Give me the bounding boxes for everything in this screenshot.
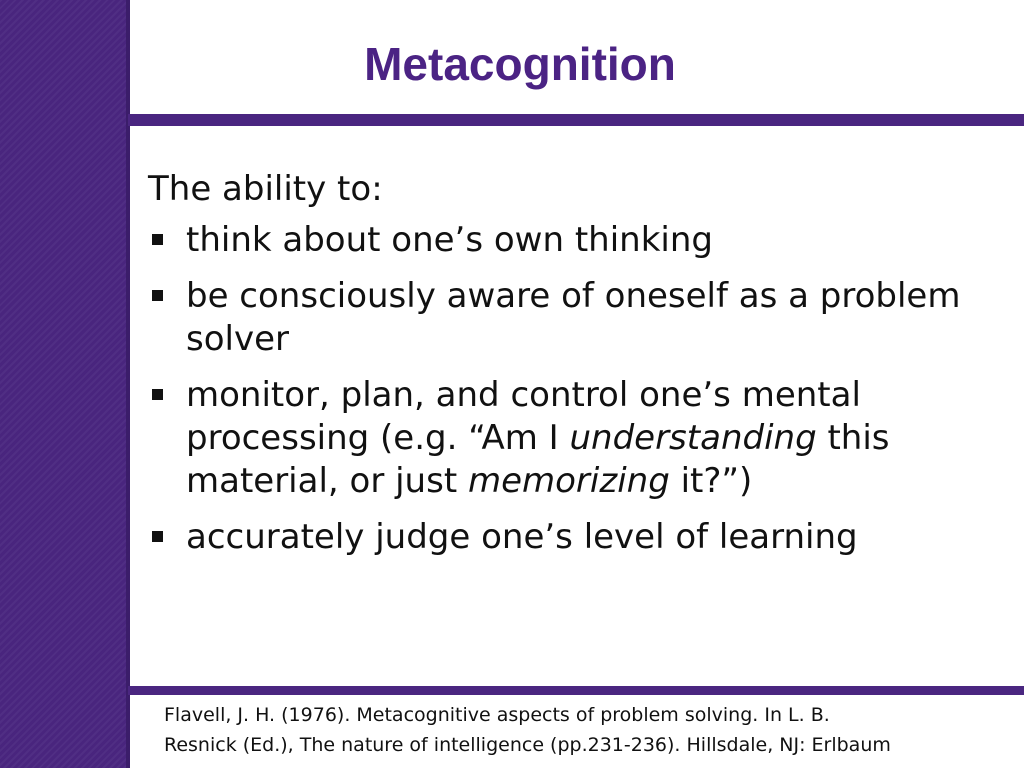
bullet-text-segment: it?”): [669, 461, 753, 501]
bullet-item: [148, 219, 1008, 262]
bullet-text: accurately judge one’s level of learning: [186, 517, 858, 557]
left-sidebar-band: [0, 0, 128, 768]
slide-title: Metacognition: [364, 38, 676, 90]
citation: [164, 700, 1014, 760]
square-bullet-icon: [152, 389, 163, 400]
citation-line: Flavell, J. H. (1976). Metacognitive aspects of problem solving. In L. B.: [164, 704, 830, 726]
bullet-text: be consciously aware of oneself as a problem solver: [186, 276, 961, 359]
square-bullet-icon: [152, 290, 163, 301]
citation-divider: [128, 686, 1024, 695]
bullet-text-segment: this material, or just: [186, 418, 890, 501]
emphasis-memorizing: memorizing: [467, 461, 670, 501]
bullet-list: [148, 219, 1008, 559]
square-bullet-icon: [152, 531, 163, 542]
bullet-item: [148, 275, 1008, 361]
bullet-item: [148, 374, 1008, 503]
intro-text: The ability to:: [148, 169, 383, 209]
bullet-text-segment: monitor, plan, and control one’s mental processing (e.g. “Am I: [186, 375, 861, 458]
bullet-text: think about one’s own thinking: [186, 220, 713, 260]
sidebar-texture: [0, 0, 128, 768]
emphasis-understanding: understanding: [569, 418, 817, 458]
bullet-item: [148, 516, 1008, 559]
square-bullet-icon: [152, 234, 163, 245]
title-divider: [128, 114, 1024, 126]
citation-line: Resnick (Ed.), The nature of intelligence (pp.231-236). Hillsdale, NJ: Erlbaum: [164, 734, 891, 756]
slide-body: [148, 168, 1008, 572]
